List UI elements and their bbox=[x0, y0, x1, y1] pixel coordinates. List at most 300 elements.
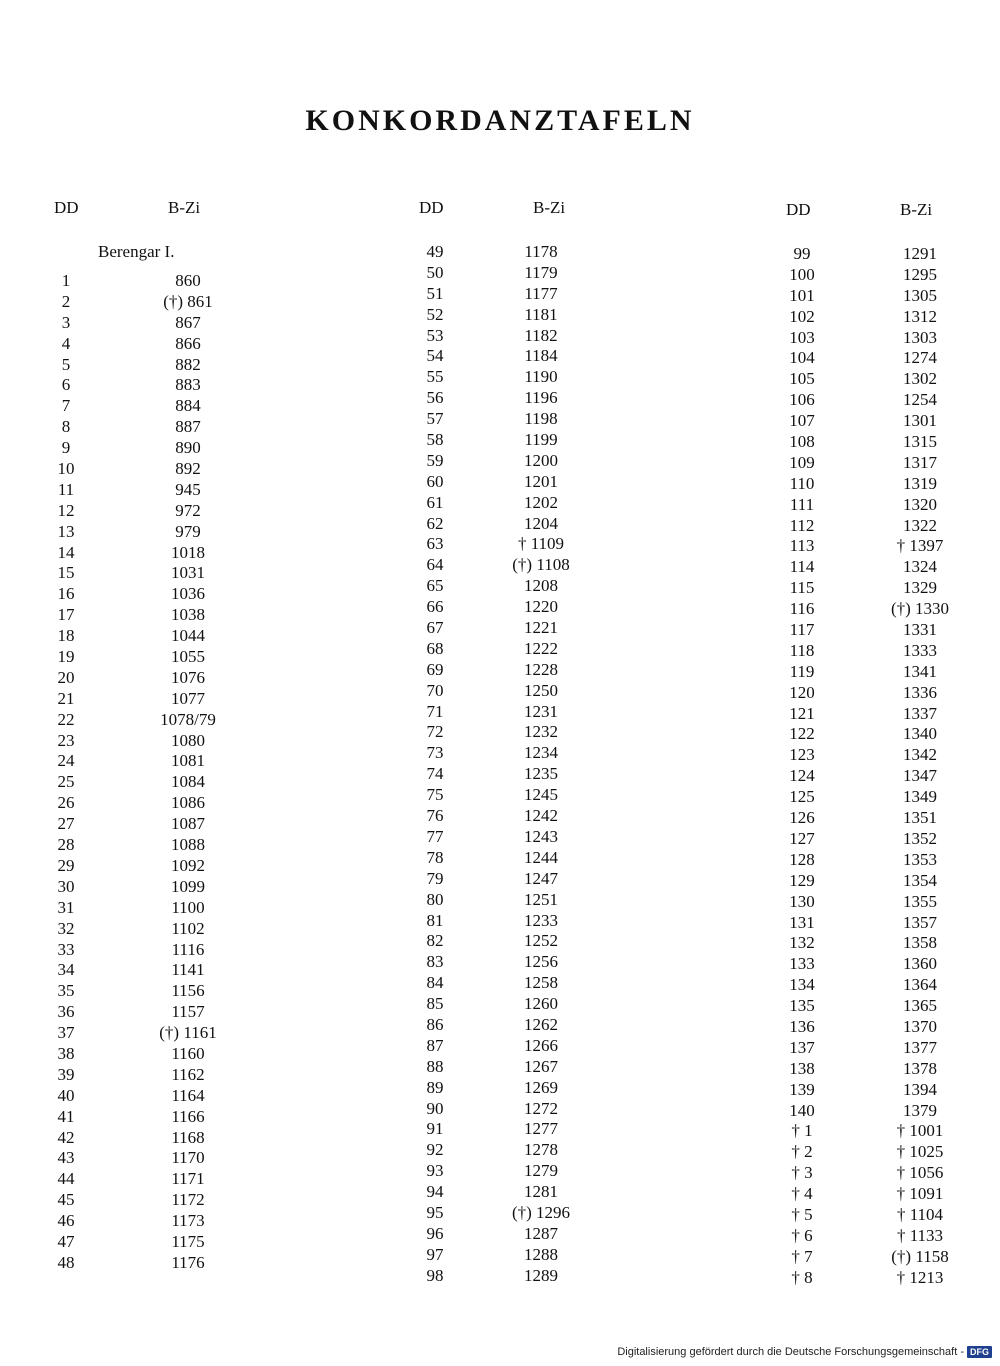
bzi-number: 1251 bbox=[524, 889, 558, 909]
dd-number: 124 bbox=[789, 766, 815, 786]
table-row bbox=[40, 940, 340, 961]
dd-number: 136 bbox=[789, 1016, 815, 1036]
table-row bbox=[40, 731, 340, 752]
bzi-number: 1086 bbox=[171, 793, 205, 813]
table-row bbox=[405, 1203, 705, 1224]
table-row bbox=[405, 1161, 705, 1182]
table-row bbox=[40, 1148, 340, 1169]
table-row bbox=[40, 668, 340, 689]
dd-number: 3 bbox=[61, 312, 71, 332]
table-row bbox=[405, 305, 705, 326]
bzi-number: 1303 bbox=[903, 327, 937, 347]
table-row bbox=[772, 390, 1000, 411]
column-header bbox=[772, 200, 1000, 224]
table-row bbox=[405, 1078, 705, 1099]
table-row bbox=[405, 785, 705, 806]
bzi-number: 1315 bbox=[903, 432, 937, 452]
concordance-rows bbox=[405, 242, 705, 1287]
dd-number: † 7 bbox=[791, 1246, 813, 1266]
header-dd: DD bbox=[786, 200, 811, 219]
table-row bbox=[40, 396, 340, 417]
dd-number: 107 bbox=[789, 411, 815, 431]
bzi-number: 1302 bbox=[903, 369, 937, 389]
dd-number: 32 bbox=[57, 918, 75, 938]
table-row bbox=[772, 641, 1000, 662]
table-row bbox=[40, 1253, 340, 1274]
bzi-number: 1274 bbox=[903, 348, 937, 368]
bzi-number: 1254 bbox=[903, 390, 937, 410]
dd-number: 110 bbox=[789, 473, 815, 493]
dd-number: 6 bbox=[61, 375, 71, 395]
bzi-number: 1256 bbox=[524, 952, 558, 972]
digitization-footer bbox=[617, 1346, 992, 1358]
bzi-number: 1349 bbox=[903, 787, 937, 807]
bzi-number: (†) 861 bbox=[163, 291, 213, 311]
bzi-number: 1201 bbox=[524, 471, 558, 491]
bzi-number: 1175 bbox=[171, 1231, 205, 1251]
dd-number: 57 bbox=[426, 409, 444, 429]
dd-number: 123 bbox=[789, 745, 815, 765]
dd-number: 82 bbox=[426, 931, 444, 951]
table-row bbox=[40, 334, 340, 355]
table-row bbox=[40, 480, 340, 501]
table-row bbox=[772, 307, 1000, 328]
table-row bbox=[405, 660, 705, 681]
dd-number: 81 bbox=[426, 910, 444, 930]
dd-number: 63 bbox=[426, 534, 444, 554]
bzi-number: 1266 bbox=[524, 1035, 558, 1055]
table-row bbox=[405, 514, 705, 535]
bzi-number: 1081 bbox=[171, 751, 205, 771]
dd-number: † 8 bbox=[791, 1267, 813, 1287]
concordance-rows bbox=[40, 271, 340, 1274]
dd-number: 24 bbox=[57, 751, 75, 771]
dd-number: 48 bbox=[57, 1252, 75, 1272]
bzi-number: 1317 bbox=[903, 452, 937, 472]
bzi-number: 860 bbox=[175, 271, 201, 290]
bzi-number: 1044 bbox=[171, 626, 205, 646]
bzi-number: 1291 bbox=[903, 244, 937, 263]
dd-number: 71 bbox=[426, 701, 444, 721]
bzi-number: 1234 bbox=[524, 743, 558, 763]
table-row bbox=[772, 348, 1000, 369]
table-row bbox=[772, 1205, 1000, 1226]
table-row bbox=[40, 313, 340, 334]
table-row bbox=[405, 1266, 705, 1287]
bzi-number: 1176 bbox=[171, 1252, 205, 1272]
dd-number: 114 bbox=[789, 557, 815, 577]
bzi-number: 1182 bbox=[524, 325, 558, 345]
table-row bbox=[405, 806, 705, 827]
bzi-number: 1232 bbox=[524, 722, 558, 742]
dd-number: 103 bbox=[789, 327, 815, 347]
table-row bbox=[405, 848, 705, 869]
dd-number: 134 bbox=[789, 975, 815, 995]
bzi-number: 1162 bbox=[171, 1064, 205, 1084]
dd-number: 42 bbox=[57, 1127, 75, 1147]
header-bzi: B-Zi bbox=[168, 198, 201, 217]
dd-number: 102 bbox=[789, 306, 815, 326]
bzi-number: (†) 1158 bbox=[891, 1246, 949, 1266]
table-row bbox=[40, 1128, 340, 1149]
dd-number: 40 bbox=[57, 1085, 75, 1105]
dd-number: 8 bbox=[61, 417, 71, 437]
bzi-number: (†) 1161 bbox=[159, 1023, 217, 1043]
table-row bbox=[772, 1184, 1000, 1205]
bzi-number: 1177 bbox=[524, 283, 558, 303]
dd-number: 55 bbox=[426, 367, 444, 387]
dd-number: 137 bbox=[789, 1037, 815, 1057]
table-row bbox=[40, 375, 340, 396]
bzi-number: (†) 1108 bbox=[512, 555, 570, 575]
dd-number: 75 bbox=[426, 785, 444, 805]
bzi-number: 1354 bbox=[903, 870, 937, 890]
dd-number: † 6 bbox=[791, 1225, 813, 1245]
dd-number: 29 bbox=[57, 855, 75, 875]
dd-number: 25 bbox=[57, 772, 75, 792]
table-row bbox=[772, 599, 1000, 620]
dd-number: 113 bbox=[789, 536, 815, 556]
table-row bbox=[772, 704, 1000, 725]
dd-number: 16 bbox=[57, 584, 75, 604]
bzi-number: 1357 bbox=[903, 912, 937, 932]
table-row bbox=[40, 501, 340, 522]
bzi-number: 1258 bbox=[524, 973, 558, 993]
table-row bbox=[40, 584, 340, 605]
table-row bbox=[40, 1232, 340, 1253]
table-row bbox=[405, 346, 705, 367]
bzi-number: 882 bbox=[175, 354, 201, 374]
dd-number: 115 bbox=[789, 578, 815, 598]
dd-number: 67 bbox=[426, 618, 444, 638]
dd-number: 111 bbox=[789, 494, 815, 514]
dd-number: 64 bbox=[426, 555, 444, 575]
section-heading-text: Berengar I. bbox=[98, 242, 175, 261]
table-row bbox=[772, 975, 1000, 996]
dd-number: 140 bbox=[789, 1100, 815, 1120]
bzi-number: 1281 bbox=[524, 1182, 558, 1202]
table-row bbox=[405, 618, 705, 639]
dd-number: † 1 bbox=[791, 1121, 813, 1141]
table-row bbox=[40, 647, 340, 668]
table-row bbox=[40, 355, 340, 376]
bzi-number: 1277 bbox=[524, 1119, 558, 1139]
table-row bbox=[772, 265, 1000, 286]
bzi-number: 1340 bbox=[903, 724, 937, 744]
bzi-number: 1170 bbox=[171, 1148, 205, 1168]
dd-number: 38 bbox=[57, 1043, 75, 1063]
bzi-number: 1365 bbox=[903, 996, 937, 1016]
dd-number: 130 bbox=[789, 891, 815, 911]
table-row bbox=[772, 808, 1000, 829]
dd-number: 122 bbox=[789, 724, 815, 744]
bzi-number: 1267 bbox=[524, 1056, 558, 1076]
bzi-number: 1378 bbox=[903, 1058, 937, 1078]
table-row bbox=[40, 438, 340, 459]
table-row bbox=[772, 1163, 1000, 1184]
bzi-number: 1329 bbox=[903, 578, 937, 598]
dd-number: 26 bbox=[57, 793, 75, 813]
table-row bbox=[405, 576, 705, 597]
bzi-number: 1301 bbox=[903, 411, 937, 431]
dd-number: 127 bbox=[789, 828, 815, 848]
table-row bbox=[405, 1119, 705, 1140]
concordance-column-2 bbox=[405, 198, 705, 1287]
bzi-number: 1080 bbox=[171, 730, 205, 750]
table-row bbox=[772, 724, 1000, 745]
bzi-number: 866 bbox=[175, 333, 201, 353]
bzi-number: 1394 bbox=[903, 1079, 937, 1099]
table-row bbox=[405, 534, 705, 555]
dd-number: 20 bbox=[57, 667, 75, 687]
bzi-number: (†) 1330 bbox=[890, 599, 950, 619]
table-row bbox=[772, 913, 1000, 934]
concordance-column-1 bbox=[40, 198, 340, 1274]
dd-number: 138 bbox=[789, 1058, 815, 1078]
bzi-number: 1055 bbox=[171, 647, 205, 667]
table-row bbox=[772, 495, 1000, 516]
bzi-number: 867 bbox=[175, 312, 201, 332]
bzi-number: 1221 bbox=[524, 618, 558, 638]
dd-number: 15 bbox=[57, 563, 75, 583]
bzi-number: 1178 bbox=[524, 242, 558, 261]
bzi-number: 1243 bbox=[524, 826, 558, 846]
dd-number: 65 bbox=[426, 576, 444, 596]
table-row bbox=[405, 764, 705, 785]
dd-number: 46 bbox=[57, 1211, 75, 1231]
table-row bbox=[40, 772, 340, 793]
dd-number: 98 bbox=[426, 1265, 444, 1285]
table-row bbox=[40, 1190, 340, 1211]
header-bzi: B-Zi bbox=[900, 200, 933, 219]
bzi-number: 1157 bbox=[171, 1002, 205, 1022]
bzi-number: 1287 bbox=[524, 1223, 558, 1243]
dd-number: 126 bbox=[789, 808, 815, 828]
dd-number: 44 bbox=[57, 1169, 75, 1189]
dd-number: 39 bbox=[57, 1064, 75, 1084]
column-header bbox=[40, 198, 340, 222]
dd-number: 133 bbox=[789, 954, 815, 974]
dd-number: 96 bbox=[426, 1223, 444, 1243]
table-row bbox=[772, 1121, 1000, 1142]
bzi-number: 1166 bbox=[171, 1106, 205, 1126]
dd-number: 22 bbox=[57, 709, 75, 729]
section-heading bbox=[40, 242, 340, 263]
bzi-number: † 1104 bbox=[896, 1204, 944, 1224]
bzi-number: 1204 bbox=[524, 513, 558, 533]
dd-number: 68 bbox=[426, 638, 444, 658]
bzi-number: 1220 bbox=[524, 597, 558, 617]
table-row bbox=[40, 563, 340, 584]
dd-number: 90 bbox=[426, 1098, 444, 1118]
dd-number: 129 bbox=[789, 870, 815, 890]
bzi-number: 1077 bbox=[171, 688, 205, 708]
dd-number: 30 bbox=[57, 876, 75, 896]
dd-number: 66 bbox=[426, 597, 444, 617]
table-row bbox=[405, 827, 705, 848]
bzi-number: 1208 bbox=[524, 576, 558, 596]
table-row bbox=[40, 751, 340, 772]
dd-number: 135 bbox=[789, 996, 815, 1016]
dd-number: 33 bbox=[57, 939, 75, 959]
dd-number: 23 bbox=[57, 730, 75, 750]
bzi-number: 1333 bbox=[903, 640, 937, 660]
table-row bbox=[405, 994, 705, 1015]
dfg-logo: DFG bbox=[967, 1346, 992, 1358]
table-row bbox=[405, 1057, 705, 1078]
table-row bbox=[40, 1086, 340, 1107]
table-row bbox=[772, 328, 1000, 349]
table-row bbox=[772, 536, 1000, 557]
dd-number: 85 bbox=[426, 994, 444, 1014]
bzi-number: 1200 bbox=[524, 450, 558, 470]
dd-number: 83 bbox=[426, 952, 444, 972]
table-row bbox=[40, 1107, 340, 1128]
table-row bbox=[772, 578, 1000, 599]
table-row bbox=[405, 472, 705, 493]
bzi-number: 1222 bbox=[524, 638, 558, 658]
bzi-number: 1018 bbox=[171, 542, 205, 562]
bzi-number: 892 bbox=[175, 459, 201, 479]
dd-number: 45 bbox=[57, 1190, 75, 1210]
bzi-number: 1179 bbox=[524, 262, 558, 282]
dd-number: 56 bbox=[426, 388, 444, 408]
table-row bbox=[40, 459, 340, 480]
table-row bbox=[405, 388, 705, 409]
dd-number: 9 bbox=[61, 438, 71, 458]
dd-number: 72 bbox=[426, 722, 444, 742]
bzi-number: 1351 bbox=[903, 808, 937, 828]
bzi-number: 1289 bbox=[524, 1265, 558, 1285]
dd-number: 54 bbox=[426, 346, 444, 366]
bzi-number: † 1056 bbox=[896, 1163, 944, 1183]
bzi-number: 1342 bbox=[903, 745, 937, 765]
dd-number: 34 bbox=[57, 960, 75, 980]
table-row bbox=[772, 1247, 1000, 1268]
dd-number: † 3 bbox=[791, 1163, 813, 1183]
bzi-number: 1084 bbox=[171, 772, 205, 792]
dd-number: 51 bbox=[426, 283, 444, 303]
table-row bbox=[772, 683, 1000, 704]
bzi-number: 1295 bbox=[903, 264, 937, 284]
table-row bbox=[40, 1211, 340, 1232]
bzi-number: 1337 bbox=[903, 703, 937, 723]
dd-number: 37 bbox=[57, 1023, 75, 1043]
dd-number: 132 bbox=[789, 933, 815, 953]
bzi-number: 1245 bbox=[524, 785, 558, 805]
table-row bbox=[772, 745, 1000, 766]
table-row bbox=[772, 453, 1000, 474]
table-row bbox=[40, 626, 340, 647]
bzi-number: † 1133 bbox=[896, 1225, 944, 1245]
bzi-number: 1076 bbox=[171, 667, 205, 687]
table-row bbox=[40, 835, 340, 856]
table-row bbox=[405, 367, 705, 388]
dd-number: 21 bbox=[57, 688, 75, 708]
dd-number: 77 bbox=[426, 826, 444, 846]
table-row bbox=[40, 793, 340, 814]
dd-number: 131 bbox=[789, 912, 815, 932]
table-row bbox=[772, 1059, 1000, 1080]
bzi-number: 1252 bbox=[524, 931, 558, 951]
bzi-number: 1078/79 bbox=[160, 709, 216, 729]
table-row bbox=[405, 952, 705, 973]
dd-number: 69 bbox=[426, 659, 444, 679]
bzi-number: 1231 bbox=[524, 701, 558, 721]
table-row bbox=[772, 1268, 1000, 1289]
table-row bbox=[405, 639, 705, 660]
table-row bbox=[40, 710, 340, 731]
dd-number: 5 bbox=[61, 354, 71, 374]
bzi-number: 1353 bbox=[903, 849, 937, 869]
bzi-number: 1360 bbox=[903, 954, 937, 974]
dd-number: 86 bbox=[426, 1014, 444, 1034]
table-row bbox=[772, 766, 1000, 787]
table-row bbox=[405, 681, 705, 702]
table-row bbox=[772, 516, 1000, 537]
header-bzi: B-Zi bbox=[533, 198, 566, 217]
table-row bbox=[405, 597, 705, 618]
table-row bbox=[405, 869, 705, 890]
bzi-number: 1379 bbox=[903, 1100, 937, 1120]
dd-number: 19 bbox=[57, 647, 75, 667]
bzi-number: † 1091 bbox=[896, 1184, 944, 1204]
dd-number: 87 bbox=[426, 1035, 444, 1055]
table-row bbox=[40, 1023, 340, 1044]
table-row bbox=[772, 411, 1000, 432]
dd-number: 14 bbox=[57, 542, 75, 562]
table-row bbox=[40, 877, 340, 898]
dd-number: 47 bbox=[57, 1231, 75, 1251]
bzi-number: 1235 bbox=[524, 764, 558, 784]
bzi-number: 1031 bbox=[171, 563, 205, 583]
dd-number: 36 bbox=[57, 1002, 75, 1022]
bzi-number: 1087 bbox=[171, 814, 205, 834]
table-row bbox=[405, 911, 705, 932]
bzi-number: 1341 bbox=[903, 661, 937, 681]
table-row bbox=[405, 409, 705, 430]
dd-number: 62 bbox=[426, 513, 444, 533]
table-row bbox=[772, 244, 1000, 265]
bzi-number: 1036 bbox=[171, 584, 205, 604]
bzi-number: 1100 bbox=[171, 897, 205, 917]
bzi-number: 1247 bbox=[524, 868, 558, 888]
bzi-number: 1181 bbox=[524, 304, 558, 324]
bzi-number: 1199 bbox=[524, 430, 558, 450]
table-row bbox=[40, 543, 340, 564]
dd-number: 49 bbox=[426, 242, 444, 261]
table-row bbox=[40, 814, 340, 835]
bzi-number: 1092 bbox=[171, 855, 205, 875]
bzi-number: 1288 bbox=[524, 1244, 558, 1264]
dd-number: 74 bbox=[426, 764, 444, 784]
header-dd: DD bbox=[54, 198, 79, 217]
dd-number: 4 bbox=[61, 333, 71, 353]
bzi-number: 1377 bbox=[903, 1037, 937, 1057]
bzi-number: 1336 bbox=[903, 682, 937, 702]
bzi-number: 884 bbox=[175, 396, 201, 416]
table-row bbox=[405, 931, 705, 952]
bzi-number: 1320 bbox=[903, 494, 937, 514]
concordance-rows bbox=[772, 244, 1000, 1289]
bzi-number: 1305 bbox=[903, 285, 937, 305]
bzi-number: 1272 bbox=[524, 1098, 558, 1118]
bzi-number: 1260 bbox=[524, 994, 558, 1014]
table-row bbox=[40, 856, 340, 877]
dd-number: 17 bbox=[57, 605, 75, 625]
dd-number: 18 bbox=[57, 626, 75, 646]
table-row bbox=[405, 1182, 705, 1203]
